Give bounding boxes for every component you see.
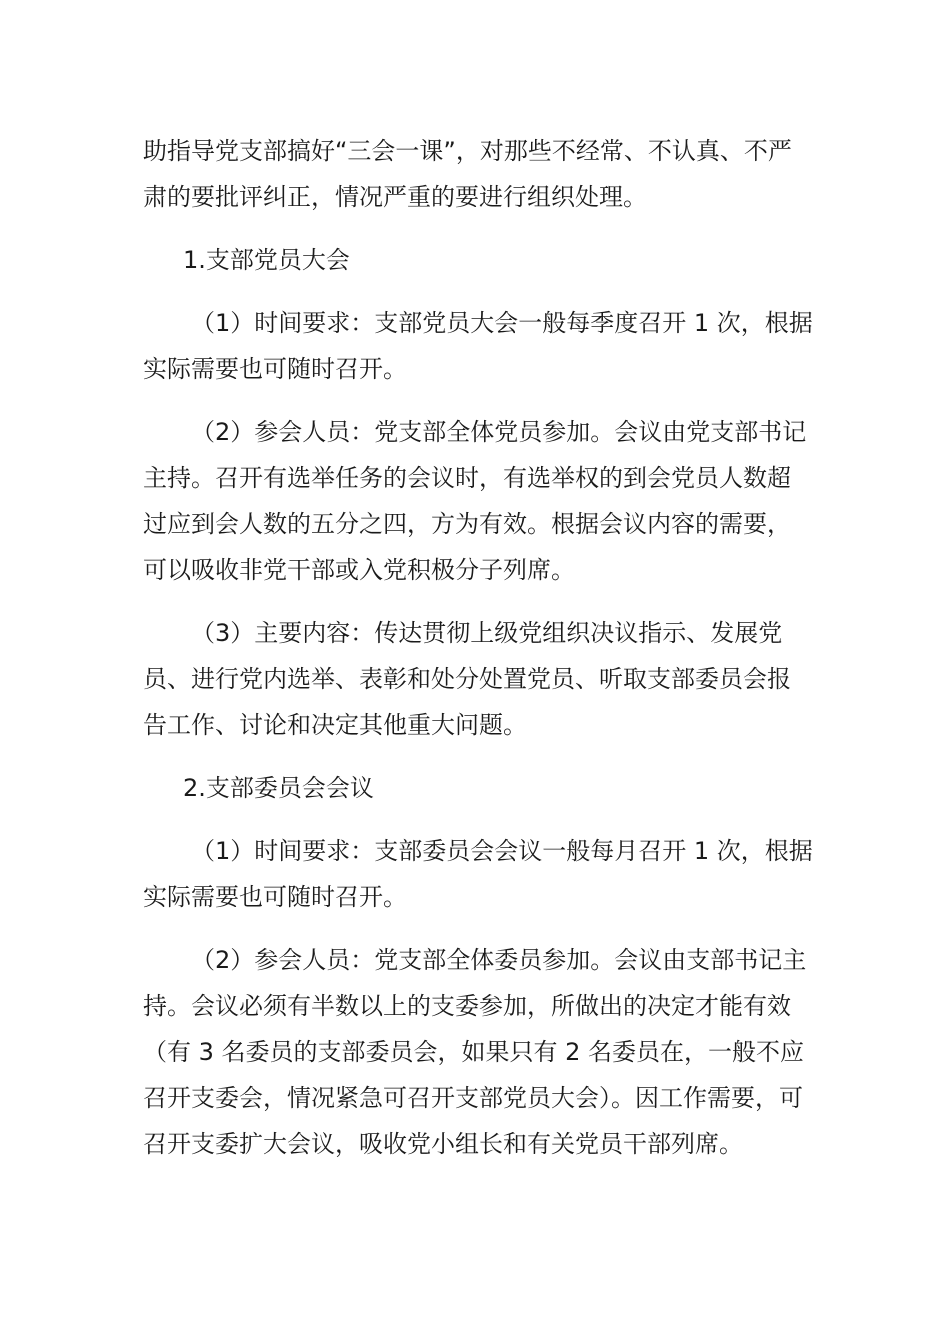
body-paragraph: 助指导党支部搞好“三会一课”，对那些不经常、不认真、不严肃的要批评纠正，情况严重的要进行组织处理。 [143, 137, 792, 211]
item-paragraph: （1）时间要求：支部委员会会议一般每月召开 1 次，根据实际需要也可随时召开。 [143, 837, 813, 911]
item-paragraph: （3）主要内容：传达贯彻上级党组织决议指示、发展党员、进行党内选举、表彰和处分处置党员、听取支部委员会报告工作、讨论和决定其他重大问题。 [143, 619, 791, 739]
item-paragraph: （2）参会人员：党支部全体党员参加。会议由党支部书记主持。召开有选举任务的会议时，有选举权的到会党员人数超过应到会人数的五分之四，方为有效。根据会议内容的需要，可以吸收非党干部或入党积极分子列席。 [143, 418, 807, 584]
item-paragraph: （2）参会人员：党支部全体委员参加。会议由支部书记主持。会议必须有半数以上的支委参加，所做出的决定才能有效（有 3 名委员的支部委员会，如果只有 2 名委员在，一般不应召开支委会，情况紧急可召开支部党员大会）。因工作需要，可召开支委扩大会议，吸收党小组长和有关党员干部列席。 [143, 946, 807, 1158]
item-paragraph: （1）时间要求：支部党员大会一般每季度召开 1 次，根据实际需要也可随时召开。 [143, 309, 813, 383]
section-heading-1: 1.支部党员大会 [183, 246, 350, 274]
document-body [143, 128, 813, 1184]
section-heading-2: 2.支部委员会会议 [183, 774, 374, 802]
